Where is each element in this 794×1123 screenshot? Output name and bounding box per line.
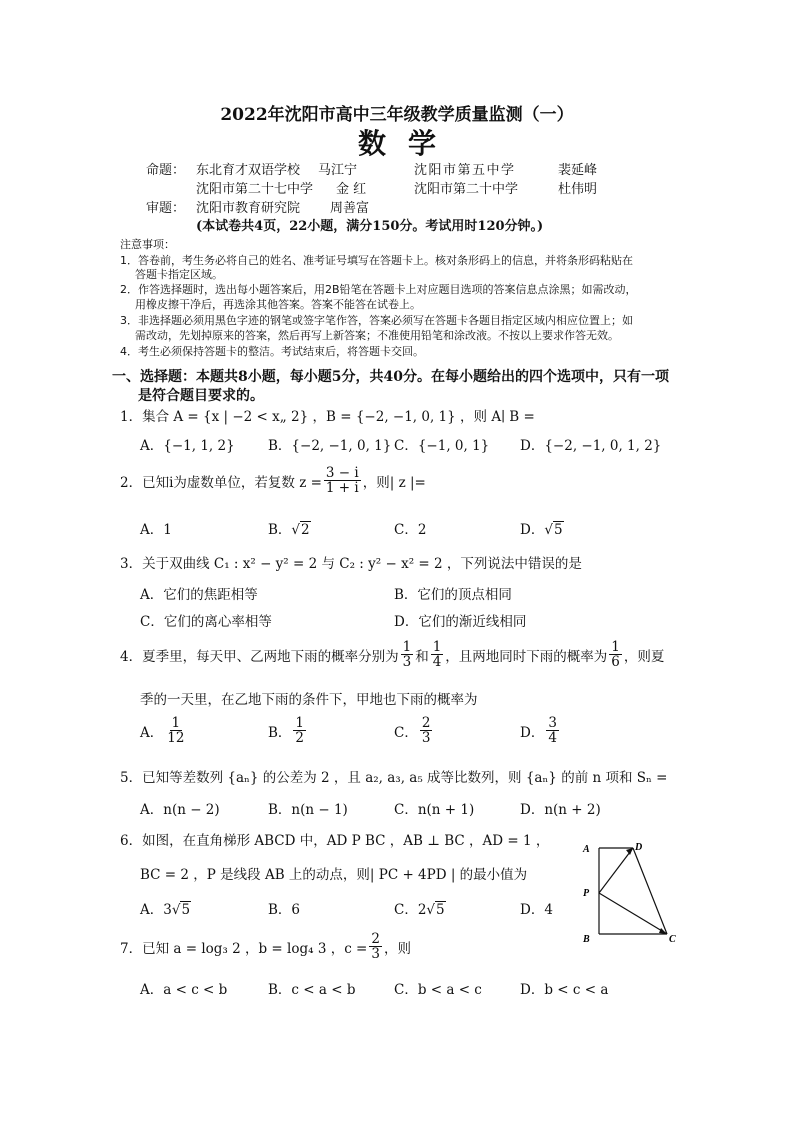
- q2-option-c: C．2: [394, 522, 427, 538]
- q6-option-c-label: C．2: [394, 902, 427, 918]
- q2-option-a: A．1: [140, 522, 172, 538]
- mingti-label: 命题：: [146, 163, 186, 178]
- q6-option-c-value: 5: [436, 902, 445, 918]
- note-3b: 需改动，先划掉原来的答案，然后再写上新答案；不准使用铅笔和涂改液。不按以上要求作答无效。: [135, 329, 619, 342]
- fig-label-d: D: [635, 842, 643, 853]
- notes-heading: 注意事项：: [120, 238, 175, 251]
- q7-option-d: D．b < c < a: [520, 982, 609, 998]
- q1-option-c: C．{−1, 0, 1}: [394, 438, 490, 454]
- note-3a: 3．非选择题必须用黑色字迹的钢笔或签字笔作答，答案必须写在答题卡各题目指定区域内相应位置上；如: [120, 314, 633, 327]
- q4-option-c-label: C．: [394, 724, 418, 741]
- reviewer-name: 周善富: [330, 201, 370, 216]
- author3-school: 沈阳市第二十七中学: [196, 182, 314, 197]
- q2-numerator: 3 − i: [325, 465, 359, 481]
- q4-fraction-2: [431, 640, 444, 669]
- q4-f1-num: 1: [402, 639, 412, 655]
- section1-line1: 一、选择题：本题共8小题，每小题5分，共40分。在每小题给出的四个选项中，只有一项: [112, 369, 669, 385]
- q2-stem: [120, 466, 426, 495]
- author1-name: 马江宁: [318, 163, 358, 178]
- q2-option-d: [520, 518, 564, 538]
- trapezoid-figure: [575, 838, 685, 948]
- fig-label-c: C: [669, 934, 676, 945]
- q3-option-a: A．它们的焦距相等: [140, 587, 258, 603]
- q2-option-b-value: 2: [301, 522, 310, 538]
- sqrt-icon: √: [544, 522, 553, 538]
- q6-option-c: [394, 898, 446, 918]
- q5-option-c: C．n(n + 1): [394, 802, 475, 818]
- note-2b: 用橡皮擦干净后，再选涂其他答案。答案不能答在试卷上。: [135, 298, 421, 311]
- q4-option-b: [268, 716, 308, 745]
- q3-stem: 3．关于双曲线 C₁ : x² − y² = 2 与 C₂ : y² − x² = 2 ，下列说法中错误的是: [120, 556, 582, 572]
- q1-option-d: D．{−2, −1, 0, 1, 2}: [520, 438, 662, 454]
- q4-stem-line1: [120, 640, 664, 669]
- fig-side-dc: [633, 848, 667, 934]
- q6-option-a-label: A．3: [140, 902, 172, 918]
- q6-option-a: [140, 898, 191, 918]
- q6-line1: 6．如图，在直角梯形 ABCD 中，AD P BC ，AB ⊥ BC ，AD = 1 ，: [120, 833, 550, 849]
- fig-segment-pd: [599, 848, 633, 893]
- fig-label-a: A: [583, 844, 590, 855]
- q4-a-den: 12: [167, 730, 185, 747]
- q7-num: 2: [371, 931, 380, 947]
- q4-option-d: [520, 716, 561, 745]
- q4-mid2: ，且两地同时下雨的概率为: [445, 648, 608, 665]
- q1-option-a: A．{−1, 1, 2}: [140, 438, 235, 454]
- fig-arrow-d: [626, 848, 633, 855]
- exam-info: (本试卷共4页，22小题，满分150分。考试用时120分钟。): [196, 219, 544, 234]
- author2-name: 裴延峰: [558, 163, 598, 178]
- author3-name: 金 红: [336, 182, 367, 197]
- q2-option-b-label: B．: [268, 522, 292, 538]
- q4-mid1: 和: [415, 648, 429, 665]
- q7-option-c: C．b < a < c: [394, 982, 482, 998]
- q2-post: ，则| z |=: [362, 474, 426, 491]
- q7-post: ，则: [383, 940, 411, 957]
- q4-option-a-label: A．: [140, 724, 164, 741]
- q7-pre: 7．已知 a = log₃ 2 ，b = log₄ 3 ，c =: [120, 940, 368, 957]
- q5-option-d: D．n(n + 2): [520, 802, 601, 818]
- q6-option-b: B．6: [268, 902, 301, 918]
- q2-denominator: 1 + i: [325, 480, 359, 497]
- q7-option-b: B．c < a < b: [268, 982, 356, 998]
- q2-option-d-label: D．: [520, 522, 545, 538]
- q2-option-b: [268, 518, 311, 538]
- q3-option-b: B．它们的顶点相同: [394, 587, 512, 603]
- author4-name: 杜伟明: [558, 182, 598, 197]
- exam-title: 2022年沈阳市高中三年级教学质量监测（一）: [220, 105, 574, 125]
- q4-option-a: [140, 716, 188, 745]
- q4-option-b-label: B．: [268, 724, 292, 741]
- q6-option-d: D．4: [520, 902, 553, 918]
- q2-pre: 2．已知i为虚数单位，若复数 z =: [120, 474, 322, 491]
- q5-stem: 5．已知等差数列 {aₙ} 的公差为 2 ，且 a₂, a₃, a₅ 成等比数列，则 {aₙ} 的前 n 项和 Sₙ =: [120, 770, 668, 786]
- note-1a: 1．答卷前，考生务必将自己的姓名、准考证号填写在答题卡上。核对条形码上的信息，并将条形码粘贴在: [120, 254, 633, 267]
- q4-option-b-frac: [293, 716, 306, 745]
- q1-option-b: B．{−2, −1, 0, 1}: [268, 438, 392, 454]
- q2-fraction: [324, 466, 361, 495]
- q4-f3-num: 1: [611, 639, 620, 655]
- note-1b: 答题卡指定区域。: [135, 268, 223, 281]
- q4-option-c: [394, 716, 434, 745]
- q5-option-a: A．n(n − 2): [140, 802, 220, 818]
- q4-fraction-3: [609, 640, 622, 669]
- q7-fraction: [369, 932, 382, 961]
- q4-c-den: 3: [421, 730, 431, 747]
- q4-b-num: 1: [295, 715, 305, 731]
- q4-d-den: 4: [548, 730, 557, 747]
- shenti-label: 审题：: [146, 201, 186, 216]
- note-4: 4．考生必须保持答题卡的整洁。考试结束后，将答题卡交回。: [120, 345, 424, 358]
- q3-option-c: C．它们的离心率相等: [140, 614, 272, 630]
- q4-stem-line2: 季的一天里，在乙地下雨的条件下，甲地也下雨的概率为: [140, 692, 478, 708]
- q4-pre: 4．夏季里，每天甲、乙两地下雨的概率分别为: [120, 648, 399, 665]
- reviewer-school: 沈阳市教育研究院: [196, 201, 301, 216]
- q7-stem: [120, 932, 411, 961]
- q4-option-d-label: D．: [520, 724, 545, 741]
- fig-segment-pc: [599, 893, 667, 934]
- q7-den: 3: [371, 946, 380, 963]
- q4-d-num: 3: [548, 715, 557, 731]
- q6-line2: BC = 2 ，P 是线段 AB 上的动点，则| PC + 4PD | 的最小值为: [140, 867, 528, 883]
- q1-stem: 1．集合 A = {x | −2 < x„ 2} ，B = {−2, −1, 0, 1} ，则 A∣ B =: [120, 409, 535, 425]
- author1-school: 东北育才双语学校: [196, 163, 301, 178]
- author2-school: 沈阳市第五中学: [414, 163, 516, 178]
- q6-option-a-value: 5: [181, 902, 191, 918]
- q4-a-num: 1: [171, 715, 181, 731]
- q3-option-d: D．它们的渐近线相同: [394, 614, 527, 630]
- q4-option-a-frac: [165, 716, 186, 745]
- sqrt-icon: √: [426, 902, 436, 918]
- sqrt-icon: √: [171, 902, 181, 918]
- sqrt-icon: √: [291, 522, 301, 538]
- q7-option-a: A．a < c < b: [140, 982, 228, 998]
- q5-option-b: B．n(n − 1): [268, 802, 348, 818]
- q4-f2-den: 4: [432, 654, 442, 671]
- q4-option-d-frac: [546, 716, 559, 745]
- section1-line2: 是符合题目要求的。: [138, 388, 264, 404]
- note-2a: 2．作答选择题时，选出每小题答案后，用2B铅笔在答题卡上对应题目选项的答案信息点涂黑；如需改动，: [120, 283, 637, 296]
- q4-b-den: 2: [295, 730, 305, 747]
- q2-option-d-value: 5: [553, 522, 563, 538]
- fig-label-b: B: [583, 934, 590, 945]
- subject-title: 数学: [357, 127, 458, 160]
- q4-option-c-frac: [420, 716, 433, 745]
- fig-label-p: P: [583, 888, 590, 899]
- q4-f2-num: 1: [432, 639, 442, 655]
- author4-school: 沈阳市第二十中学: [414, 182, 519, 197]
- q4-post: ，则夏: [623, 648, 665, 665]
- q4-c-num: 2: [421, 715, 431, 731]
- q4-f1-den: 3: [402, 654, 412, 671]
- q4-f3-den: 6: [611, 654, 620, 671]
- q4-fraction-1: [401, 640, 414, 669]
